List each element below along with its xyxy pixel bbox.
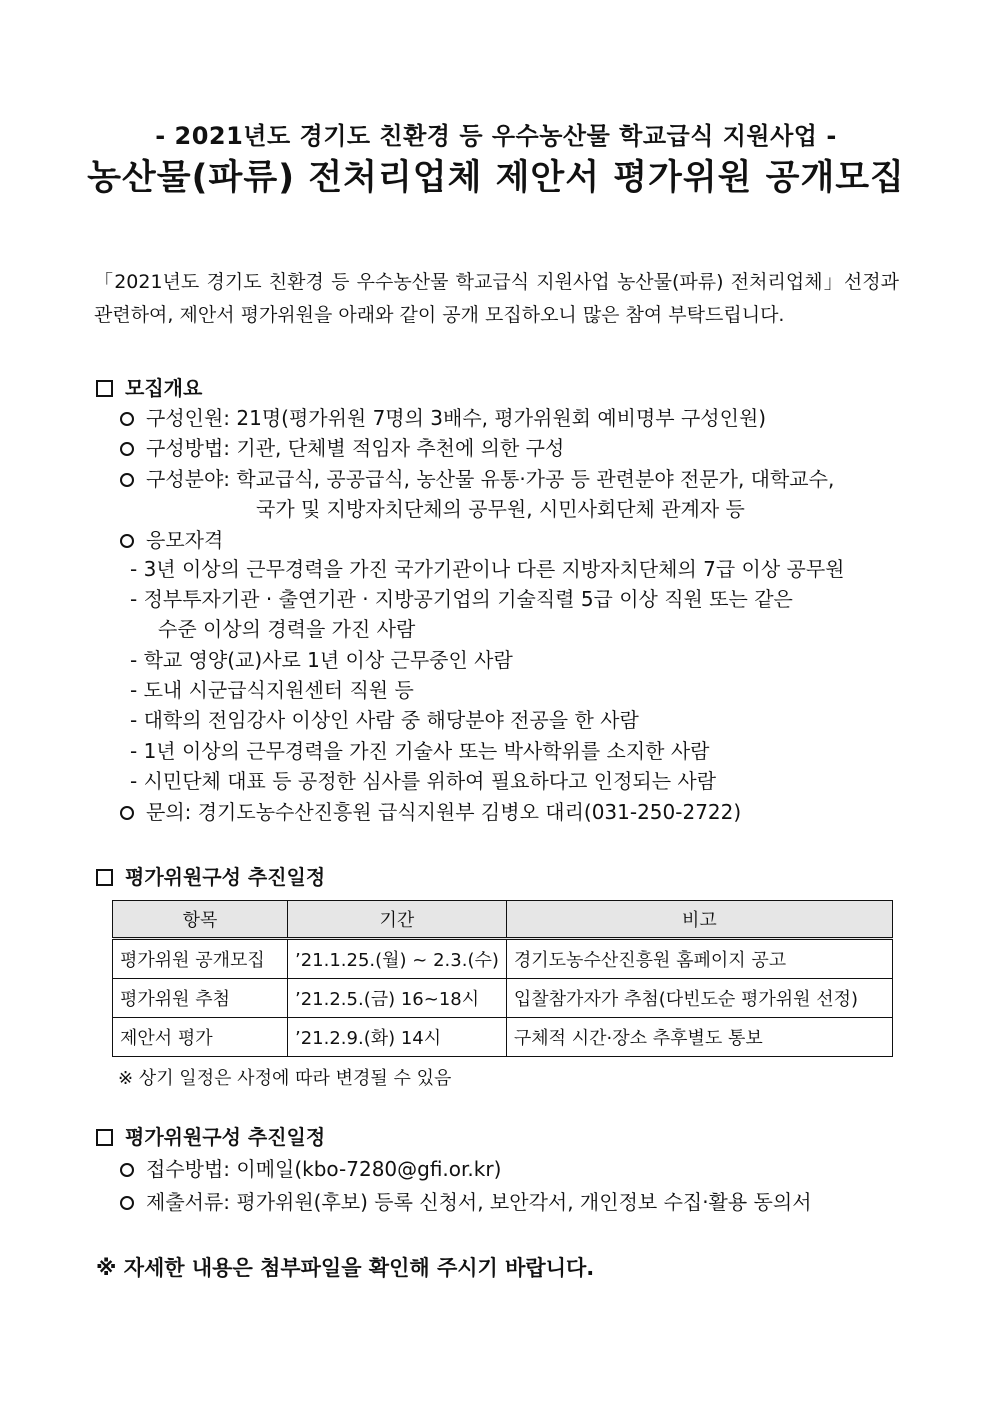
schedule-note: ※ 상기 일정은 사정에 따라 변경될 수 있음 — [118, 1068, 452, 1089]
table-cell: 입찰참가자가 추첨(다빈도순 평가위원 선정) — [506, 979, 892, 1018]
overview-item-field-continued: 국가 및 지방자치단체의 공무원, 시민사회단체 관계자 등 — [256, 497, 745, 521]
table-cell: 평가위원 추첨 — [113, 979, 288, 1018]
submission-item-text: 제출서류: 평가위원(후보) 등록 신청서, 보안각서, 개인정보 수집·활용 동의서 — [146, 1190, 812, 1214]
schedule-table — [112, 900, 893, 1057]
qualification-item: - 도내 시군급식지원센터 직원 등 — [130, 678, 414, 702]
table-cell: ’21.2.9.(화) 14시 — [288, 1018, 507, 1057]
document-subtitle: - 2021년도 경기도 친환경 등 우수농산물 학교급식 지원사업 - — [155, 122, 837, 150]
table-cell: 경기도농수산진흥원 홈페이지 공고 — [506, 939, 892, 979]
column-header: 기간 — [288, 901, 507, 939]
square-bullet-icon — [96, 869, 113, 886]
circle-bullet-icon — [120, 806, 134, 820]
table-cell: 평가위원 공개모집 — [113, 939, 288, 979]
section-heading-submission — [96, 1121, 325, 1150]
submission-documents — [120, 1186, 812, 1215]
qualification-item: - 정부투자기관 · 출연기관 · 지방공기업의 기술직렬 5급 이상 직원 또는 같은 — [130, 587, 793, 611]
circle-bullet-icon — [120, 442, 134, 456]
table-cell: ’21.2.5.(금) 16~18시 — [288, 979, 507, 1018]
overview-item-qualification — [120, 524, 223, 553]
table-cell: 제안서 평가 — [113, 1018, 288, 1057]
overview-item-count — [120, 402, 766, 431]
qualification-item: - 시민단체 대표 등 공정한 심사를 위하여 필요하다고 인정되는 사람 — [130, 769, 717, 793]
overview-item-method — [120, 432, 564, 461]
circle-bullet-icon — [120, 473, 134, 487]
qualification-item-continued: 수준 이상의 경력을 가진 사람 — [158, 617, 416, 641]
overview-item-text: 문의: 경기도농수산진흥원 급식지원부 김병오 대리(031-250-2722) — [146, 800, 742, 824]
table-cell: ’21.1.25.(월) ~ 2.3.(수) — [288, 939, 507, 979]
section-heading-text: 평가위원구성 추진일정 — [125, 865, 326, 889]
table-cell: 구체적 시간·장소 추후별도 통보 — [506, 1018, 892, 1057]
circle-bullet-icon — [120, 412, 134, 426]
closing-note: ※ 자세한 내용은 첨부파일을 확인해 주시기 바랍니다. — [96, 1256, 595, 1280]
document-title: 농산물(파류) 전처리업체 제안서 평가위원 공개모집 — [87, 158, 905, 198]
table-row — [113, 939, 893, 979]
section-heading-text: 모집개요 — [125, 376, 203, 400]
square-bullet-icon — [96, 380, 113, 397]
intro-paragraph: 「2021년도 경기도 친환경 등 우수농산물 학교급식 지원사업 농산물(파류) 전처리업체」선정과 관련하여, 제안서 평가위원을 아래와 같이 공개 모집하오니 많은 참여 부탁드립니다. — [94, 271, 899, 326]
table-row — [113, 979, 893, 1018]
square-bullet-icon — [96, 1129, 113, 1146]
circle-bullet-icon — [120, 534, 134, 548]
overview-item-text: 구성인원: 21명(평가위원 7명의 3배수, 평가위원회 예비명부 구성인원) — [146, 406, 767, 430]
section-heading-text: 평가위원구성 추진일정 — [125, 1125, 326, 1149]
table-row — [113, 1018, 893, 1057]
submission-item-text: 접수방법: 이메일(kbo-7280@gfi.or.kr) — [146, 1157, 502, 1181]
qualification-item: - 3년 이상의 근무경력을 가진 국가기관이나 다른 지방자치단체의 7급 이상 공무원 — [130, 557, 845, 581]
section-heading-schedule — [96, 861, 325, 890]
circle-bullet-icon — [120, 1196, 134, 1210]
overview-contact — [120, 796, 741, 825]
circle-bullet-icon — [120, 1163, 134, 1177]
overview-item-text: 응모자격 — [146, 528, 224, 552]
column-header: 비고 — [506, 901, 892, 939]
overview-item-text: 구성분야: 학교급식, 공공급식, 농산물 유통·가공 등 관련분야 전문가, 대학교수, — [146, 467, 835, 491]
qualification-item: - 대학의 전임강사 이상인 사람 중 해당분야 전공을 한 사람 — [130, 708, 639, 732]
column-header: 항목 — [113, 901, 288, 939]
submission-method — [120, 1153, 501, 1182]
qualification-item: - 1년 이상의 근무경력을 가진 기술사 또는 박사학위를 소지한 사람 — [130, 739, 710, 763]
section-heading-overview — [96, 372, 202, 401]
qualification-item: - 학교 영양(교)사로 1년 이상 근무중인 사람 — [130, 648, 513, 672]
overview-item-text: 구성방법: 기관, 단체별 적임자 추천에 의한 구성 — [146, 436, 565, 460]
overview-item-field — [120, 463, 834, 492]
table-header-row — [113, 901, 893, 939]
